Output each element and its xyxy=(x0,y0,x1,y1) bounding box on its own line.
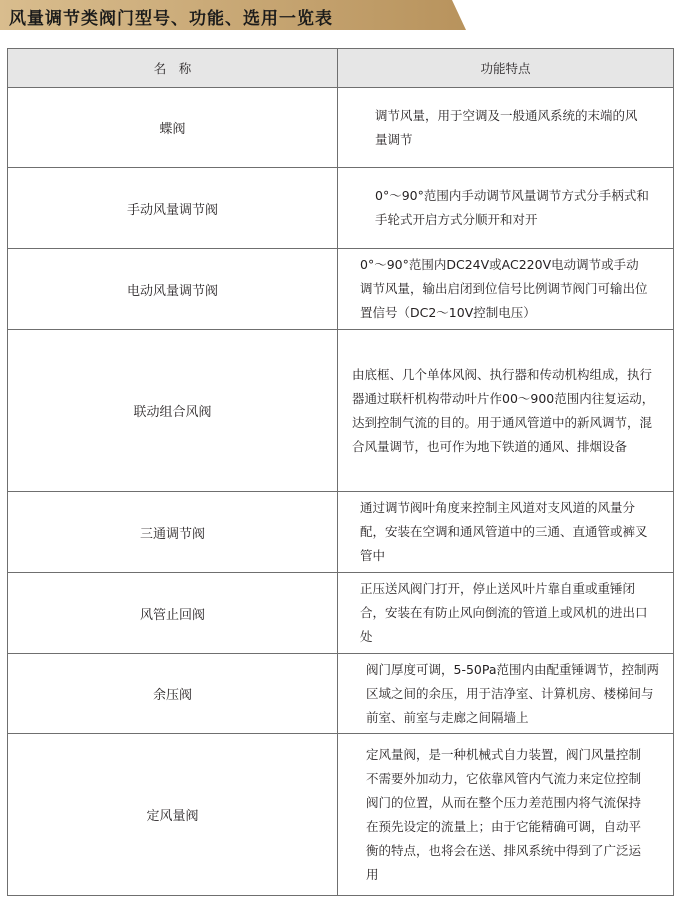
valve-description xyxy=(338,330,674,492)
table-row xyxy=(8,168,674,249)
description-text: 0°～90°范围内手动调节风量调节方式分手柄式和手轮式开启方式分顺开和对开 xyxy=(375,188,649,227)
valve-description xyxy=(338,654,674,734)
valve-table-container xyxy=(7,48,673,896)
column-header-function: 功能特点 xyxy=(338,49,674,88)
valve-selection-table xyxy=(7,48,674,896)
valve-description xyxy=(338,573,674,654)
table-row xyxy=(8,492,674,573)
table-row xyxy=(8,573,674,654)
column-header-name: 名 称 xyxy=(8,49,338,88)
valve-name: 余压阀 xyxy=(8,654,338,734)
description-text: 由底框、几个单体风阀、执行器和传动机构组成，执行器通过联杆机构带动叶片作00～900范围内往复运动，达到控制气流的目的。用于通风管道中的新风调节，混合风量调节，也可作为地下铁道的通风、排烟设备 xyxy=(352,366,655,454)
valve-name: 三通调节阀 xyxy=(8,492,338,573)
valve-description xyxy=(338,734,674,896)
valve-name: 电动风量调节阀 xyxy=(8,249,338,330)
table-header-row xyxy=(8,49,674,88)
description-text: 0°～90°范围内DC24V或AC220V电动调节或手动调节风量，输出启闭到位信号比例调节阀门可输出位置信号（DC2～10V控制电压） xyxy=(360,257,648,320)
valve-name: 联动组合风阀 xyxy=(8,330,338,492)
valve-description xyxy=(338,249,674,330)
title-banner xyxy=(0,0,466,30)
table-row xyxy=(8,734,674,896)
table-row xyxy=(8,654,674,734)
description-text: 调节风量，用于空调及一般通风系统的末端的风量调节 xyxy=(375,107,638,147)
description-text: 阀门厚度可调，5-50Pa范围内由配重锤调节，控制两区域之间的余压，用于洁净室、计算机房、楼梯间与前室、前室与走廊之间隔墙上 xyxy=(366,661,660,725)
table-row xyxy=(8,88,674,168)
valve-name: 手动风量调节阀 xyxy=(8,168,338,249)
valve-description xyxy=(338,168,674,249)
valve-description xyxy=(338,492,674,573)
description-text: 正压送风阀门打开，停止送风叶片靠自重或重锤闭合，安装在有防止风向倒流的管道上或风机的进出口处 xyxy=(360,581,648,644)
valve-description xyxy=(338,88,674,168)
table-row xyxy=(8,330,674,492)
table-row xyxy=(8,249,674,330)
valve-name: 定风量阀 xyxy=(8,734,338,896)
valve-name: 风管止回阀 xyxy=(8,573,338,654)
description-text: 定风量阀，是一种机械式自力装置，阀门风量控制不需要外加动力，它依靠风管内气流力来定位控制阀门的位置，从而在整个压力差范围内将气流保持在预先设定的流量上；由于它能精确可调，自动平衡的特点，也将会在送、排风系统中得到了广泛运用 xyxy=(366,746,642,882)
description-text: 通过调节阀叶角度来控制主风道对支风道的风量分配，安装在空调和通风管道中的三通、直通管或裤叉管中 xyxy=(360,500,648,563)
page-title: 风量调节类阀门型号、功能、选用一览表 xyxy=(9,9,333,29)
valve-name: 蝶阀 xyxy=(8,88,338,168)
